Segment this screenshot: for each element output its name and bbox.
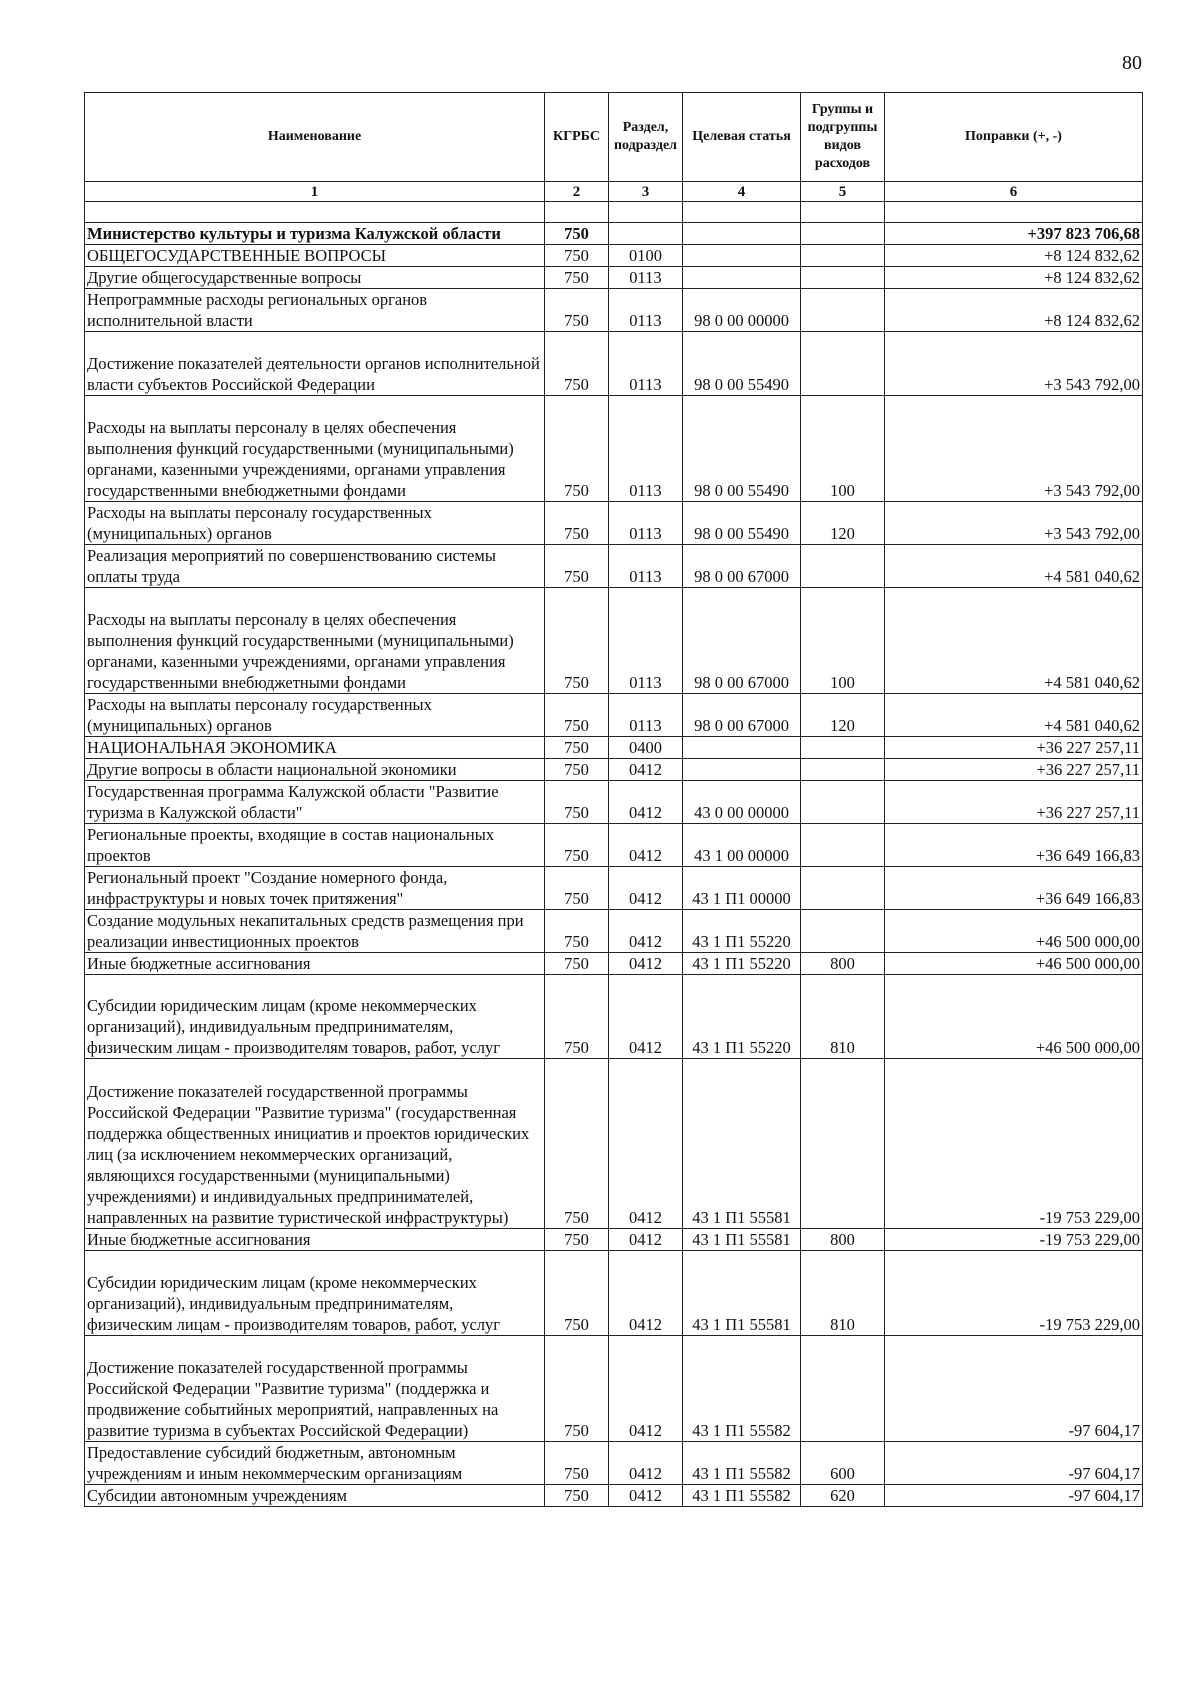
row-section: 0412 [609,823,683,866]
row-kgrbs: 750 [545,332,609,396]
row-section: 0412 [609,1335,683,1441]
row-target: 43 1 П1 55220 [683,974,801,1059]
row-target: 98 0 00 67000 [683,544,801,587]
row-group [801,1059,885,1229]
row-group [801,1335,885,1441]
table-row [85,1335,1143,1441]
spacer-row [85,202,1143,223]
row-kgrbs: 750 [545,909,609,952]
table-row [85,909,1143,952]
row-kgrbs: 750 [545,587,609,693]
page-number: 80 [1122,52,1142,74]
row-group: 120 [801,501,885,544]
table-row [85,866,1143,909]
table-row [85,693,1143,736]
row-kgrbs: 750 [545,866,609,909]
row-section: 0412 [609,780,683,823]
row-group: 800 [801,1228,885,1250]
row-section: 0412 [609,758,683,780]
row-section: 0400 [609,736,683,758]
header-groups: Группы и подгруппы видов расходов [801,93,885,182]
row-target: 43 1 00 00000 [683,823,801,866]
table-row [85,952,1143,974]
row-kgrbs: 750 [545,974,609,1059]
row-group [801,909,885,952]
budget-amendments-table [84,92,1143,1507]
row-kgrbs: 750 [545,289,609,332]
row-section: 0113 [609,587,683,693]
row-target: 43 1 П1 55220 [683,952,801,974]
row-target: 43 0 00 00000 [683,780,801,823]
column-number: 5 [801,182,885,202]
row-name: Государственная программа Калужской области "Развитие туризма в Калужской области" [85,780,545,823]
row-section: 0113 [609,289,683,332]
table-row [85,245,1143,267]
row-target: 43 1 П1 55581 [683,1228,801,1250]
row-group: 120 [801,693,885,736]
row-section: 0412 [609,1250,683,1335]
row-target: 43 1 П1 55220 [683,909,801,952]
row-group [801,866,885,909]
row-section: 0412 [609,866,683,909]
row-target [683,758,801,780]
row-amount: -97 604,17 [885,1441,1143,1484]
row-kgrbs: 750 [545,1228,609,1250]
row-group: 800 [801,952,885,974]
row-group [801,823,885,866]
row-name: Создание модульных некапитальных средств размещения при реализации инвестиционных проектов [85,909,545,952]
row-kgrbs: 750 [545,1335,609,1441]
row-kgrbs: 750 [545,693,609,736]
row-amount: +46 500 000,00 [885,974,1143,1059]
row-kgrbs: 750 [545,758,609,780]
row-target: 43 1 П1 55581 [683,1059,801,1229]
row-section: 0113 [609,332,683,396]
table-header-row [85,93,1143,182]
row-amount: +3 543 792,00 [885,395,1143,501]
row-target: 98 0 00 55490 [683,332,801,396]
row-target: 98 0 00 00000 [683,289,801,332]
table-row [85,736,1143,758]
row-name: Расходы на выплаты персоналу в целях обеспечения выполнения функций государственными (муниципальными) органами, казенными учреждениями, органами управления государственными внебюджетными фондами [85,395,545,501]
row-name: Расходы на выплаты персоналу в целях обеспечения выполнения функций государственными (муниципальными) органами, казенными учреждениями, органами управления государственными внебюджетными фондами [85,587,545,693]
table-row [85,332,1143,396]
row-amount: +397 823 706,68 [885,223,1143,245]
header-section: Раздел, подраздел [609,93,683,182]
row-name: Достижение показателей государственной программы Российской Федерации "Развитие туризма" (государственная поддержка общественных инициатив и проектов юридических лиц (за исключением некоммерческих организаций, являющихся государственными (муниципальными) учреждениями) и индивидуальных предпринимателей, направленных на развитие туристической инфраструктуры) [85,1059,545,1229]
table-row [85,289,1143,332]
header-kgrbs: КГРБС [545,93,609,182]
column-number: 2 [545,182,609,202]
row-target: 98 0 00 55490 [683,501,801,544]
row-group: 600 [801,1441,885,1484]
header-target: Целевая статья [683,93,801,182]
table-row [85,587,1143,693]
table-row [85,1059,1143,1229]
row-name: Субсидии юридическим лицам (кроме некоммерческих организаций), индивидуальным предпринимателям, физическим лицам - производителям товаров, работ, услуг [85,974,545,1059]
row-name: Другие общегосударственные вопросы [85,267,545,289]
row-group [801,758,885,780]
row-amount: +8 124 832,62 [885,289,1143,332]
column-numbers-row [85,182,1143,202]
row-kgrbs: 750 [545,395,609,501]
row-section: 0412 [609,1484,683,1506]
row-group [801,267,885,289]
row-amount: +8 124 832,62 [885,267,1143,289]
row-section: 0412 [609,1441,683,1484]
row-group: 100 [801,395,885,501]
row-kgrbs: 750 [545,1441,609,1484]
row-kgrbs: 750 [545,501,609,544]
row-target: 43 1 П1 55581 [683,1250,801,1335]
row-section: 0113 [609,544,683,587]
row-amount: +8 124 832,62 [885,245,1143,267]
row-section [609,223,683,245]
row-name: Расходы на выплаты персоналу государственных (муниципальных) органов [85,501,545,544]
row-section: 0412 [609,1059,683,1229]
row-section: 0412 [609,974,683,1059]
row-target: 98 0 00 55490 [683,395,801,501]
row-name: Достижение показателей государственной программы Российской Федерации "Развитие туризма" (поддержка и продвижение событийных мероприятий, направленных на развитие туризма в субъектах Российской Федерации) [85,1335,545,1441]
row-name: Субсидии юридическим лицам (кроме некоммерческих организаций), индивидуальным предпринимателям, физическим лицам - производителям товаров, работ, услуг [85,1250,545,1335]
table-row [85,1250,1143,1335]
column-number: 6 [885,182,1143,202]
row-kgrbs: 750 [545,245,609,267]
table-row [85,395,1143,501]
row-target: 98 0 00 67000 [683,587,801,693]
row-amount: +4 581 040,62 [885,693,1143,736]
row-name: Предоставление субсидий бюджетным, автономным учреждениям и иным некоммерческим организациям [85,1441,545,1484]
row-name: Расходы на выплаты персоналу государственных (муниципальных) органов [85,693,545,736]
row-amount: +36 227 257,11 [885,758,1143,780]
row-kgrbs: 750 [545,736,609,758]
row-name: Другие вопросы в области национальной экономики [85,758,545,780]
row-name: Иные бюджетные ассигнования [85,952,545,974]
row-name: Региональный проект "Создание номерного фонда, инфраструктуры и новых точек притяжения" [85,866,545,909]
table-row [85,544,1143,587]
row-section: 0113 [609,395,683,501]
row-group: 100 [801,587,885,693]
row-amount: -19 753 229,00 [885,1250,1143,1335]
row-target: 43 1 П1 55582 [683,1335,801,1441]
row-target [683,267,801,289]
table-row [85,780,1143,823]
table-row [85,223,1143,245]
row-target [683,223,801,245]
table-body [85,223,1143,1507]
row-group [801,544,885,587]
row-name: Региональные проекты, входящие в состав национальных проектов [85,823,545,866]
row-group: 810 [801,1250,885,1335]
row-amount: -97 604,17 [885,1335,1143,1441]
row-name: ОБЩЕГОСУДАРСТВЕННЫЕ ВОПРОСЫ [85,245,545,267]
header-amendments: Поправки (+, -) [885,93,1143,182]
table-row [85,1441,1143,1484]
row-kgrbs: 750 [545,952,609,974]
row-kgrbs: 750 [545,544,609,587]
row-name: Министерство культуры и туризма Калужской области [85,223,545,245]
row-name: Реализация мероприятий по совершенствованию системы оплаты труда [85,544,545,587]
row-kgrbs: 750 [545,780,609,823]
row-group [801,332,885,396]
table-row [85,501,1143,544]
row-group: 620 [801,1484,885,1506]
row-group [801,780,885,823]
row-amount: +3 543 792,00 [885,501,1143,544]
row-section: 0412 [609,909,683,952]
header-name: Наименование [85,93,545,182]
row-kgrbs: 750 [545,267,609,289]
row-target: 43 1 П1 55582 [683,1441,801,1484]
row-section: 0412 [609,1228,683,1250]
row-group: 810 [801,974,885,1059]
row-group [801,289,885,332]
row-amount: +36 649 166,83 [885,866,1143,909]
row-kgrbs: 750 [545,823,609,866]
row-amount: +3 543 792,00 [885,332,1143,396]
row-target: 98 0 00 67000 [683,693,801,736]
row-amount: +36 227 257,11 [885,780,1143,823]
row-amount: -19 753 229,00 [885,1059,1143,1229]
row-section: 0412 [609,952,683,974]
row-amount: +46 500 000,00 [885,952,1143,974]
column-number: 1 [85,182,545,202]
row-section: 0113 [609,267,683,289]
table-row [85,823,1143,866]
row-group [801,736,885,758]
row-target [683,245,801,267]
row-section: 0113 [609,501,683,544]
row-kgrbs: 750 [545,1059,609,1229]
row-amount: +36 227 257,11 [885,736,1143,758]
row-name: Достижение показателей деятельности органов исполнительной власти субъектов Российской Федерации [85,332,545,396]
row-name: НАЦИОНАЛЬНАЯ ЭКОНОМИКА [85,736,545,758]
row-target: 43 1 П1 55582 [683,1484,801,1506]
row-group [801,223,885,245]
table-row [85,1228,1143,1250]
row-name: Субсидии автономным учреждениям [85,1484,545,1506]
row-amount: +36 649 166,83 [885,823,1143,866]
row-section: 0113 [609,693,683,736]
table-row [85,267,1143,289]
table-row [85,758,1143,780]
table-row [85,1484,1143,1506]
row-amount: -19 753 229,00 [885,1228,1143,1250]
row-kgrbs: 750 [545,223,609,245]
row-amount: +46 500 000,00 [885,909,1143,952]
row-name: Иные бюджетные ассигнования [85,1228,545,1250]
row-target: 43 1 П1 00000 [683,866,801,909]
row-kgrbs: 750 [545,1250,609,1335]
column-number: 3 [609,182,683,202]
row-group [801,245,885,267]
column-number: 4 [683,182,801,202]
table-row [85,974,1143,1059]
row-target [683,736,801,758]
row-amount: -97 604,17 [885,1484,1143,1506]
row-amount: +4 581 040,62 [885,587,1143,693]
row-name: Непрограммные расходы региональных органов исполнительной власти [85,289,545,332]
row-kgrbs: 750 [545,1484,609,1506]
row-section: 0100 [609,245,683,267]
row-amount: +4 581 040,62 [885,544,1143,587]
